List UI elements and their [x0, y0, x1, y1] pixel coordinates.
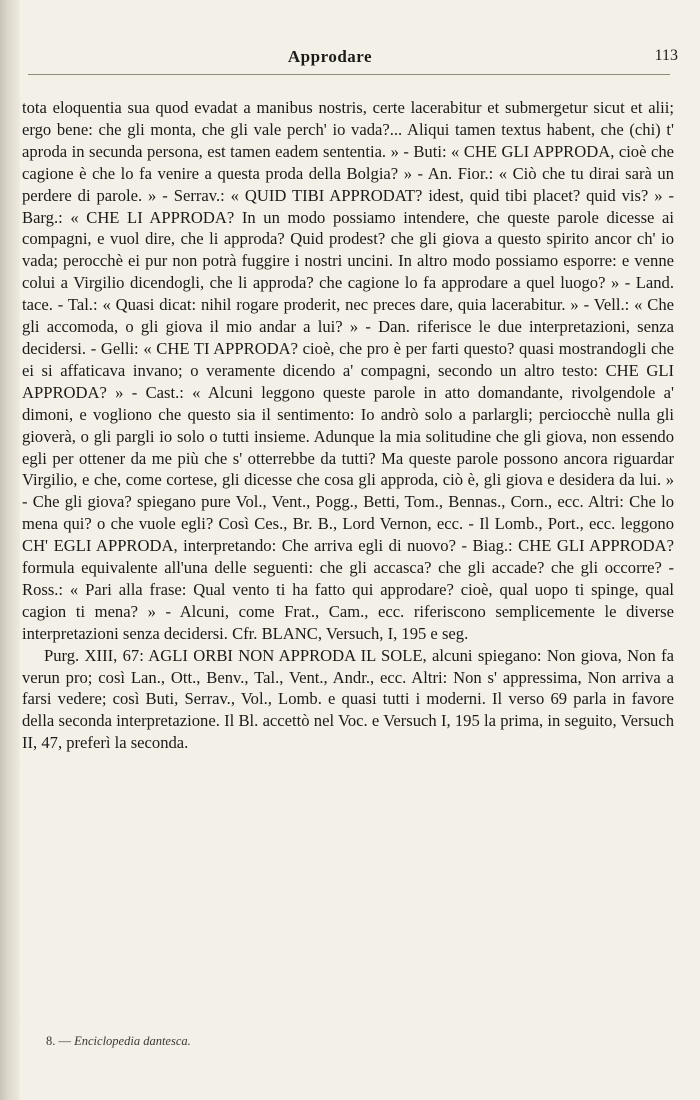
paragraph-2: Purg. XIII, 67: AGLI ORBI NON APPRODA IL SOLE, alcuni spiegano: Non giova, Non fa verun pro; così Lan., Ott., Benv., Tal., Vent., Andr., ecc. Altri: Non s' appressima, Non arriva a farsi vedere; così Buti, Serrav., Vol., Lomb. e quasi tutti i moderni. Il verso 69 parla in favore della seconda interpretazione. Il Bl. accettò nel Voc. e Versuch I, 195 la prima, in seguito, Versuch II, 47, preferì la seconda. — [22, 645, 674, 753]
signature-work-title: Enciclopedia dantesca. — [74, 1034, 191, 1048]
signature-dash: — — [58, 1034, 71, 1048]
signature-number: 8. — [46, 1034, 56, 1048]
paragraph-1: tota eloquentia sua quod evadat a manibus nostris, certe lacerabitur et submergetur sicut et alii; ergo bene: che gli monta, che gli vale perch' io vada?... Aliqui tamen textus habent, che (chi) t' aproda in secunda persona, est tamen eadem sententia. » - Buti: « CHE GLI APPRODA, cioè che cagione è che lo fa venire a questa proda della Bolgia? » - An. Fior.: « Ciò che tu dirai sarà un perdere di parole. » - Serrav.: « QUID TIBI APPRODAT? idest, quid tibi placet? quid vis? » - Barg.: « CHE LI APPRODA? In un modo possiamo intendere, che queste parole dicesse ai compagni, e vuol dire, che li approda? Quid prodest? che gli giova a questo spirito ancor ch' io vada; perocchè ei pur non potrà fuggire i nostri uncini. In altro modo possiamo esporre: e venne colui a Virgilio dicendogli, che li approda? che cagione lo fa approdare a quel luogo? » - Land. tace. - Tal.: « Quasi dicat: nihil rogare proderit, nec preces dare, quia lacerabitur. » - Vell.: « Che gli accomoda, o gli giova il mio andar a lui? » - Dan. riferisce le due interpretazioni, senza decidersi. - Gelli: « CHE TI APPRODA? cioè, che pro è per farti questo? quasi mostrandogli che ei si affaticava invano; o veramente dicendo a' compagni, secondo un altro testo: CHE GLI APPRODA? » - Cast.: « Alcuni leggono queste parole in atto domandante, rivolgendole a' dimoni, e vogliono che questo sia il sentimento: Io andrò solo a parlargli; perciocchè nulla gli gioverà, o gli pargli io solo o tutti insieme. Adunque la mia solitudine che gli giova, non essendo egli per ottener da me più che s' otterrebbe da tutti? Ma queste parole possono ancora riguardar Virgilio, e che, come cortese, gli dicesse che cosa gli approda, ciò è, gli giova e desidera da lui. » - Che gli giova? spiegano pure Vol., Vent., Pogg., Betti, Tom., Bennas., Corn., ecc. Altri: Che lo mena qui? o che vuole egli? Così Ces., Br. B., Lord Vernon, ecc. - Il Lomb., Port., ecc. leggono CH' EGLI APPRODA, interpretando: Che arriva egli di nuovo? - Biag.: CHE GLI APPRODA? formula equivalente all'una delle seguenti: che gli accasca? che gli accade? che gli occorre? - Ross.: « Pari alla frase: Qual vento ti ha fatto qui approdare? cioè, qual uopo ti spinge, qual cagion ti mena? » - Alcuni, come Frat., Cam., ecc. riferiscono semplicemente le diverse interpretazioni senza decidersi. Cfr. BLANC, Versuch, I, 195 e seg. — [22, 98, 674, 643]
body-text — [22, 97, 674, 754]
binding-gutter — [0, 0, 20, 1100]
page-header — [20, 47, 678, 77]
page-number: 113 — [654, 47, 678, 64]
running-title: Approdare — [287, 47, 373, 66]
signature-footer — [46, 1034, 191, 1049]
header-rule — [28, 74, 670, 75]
